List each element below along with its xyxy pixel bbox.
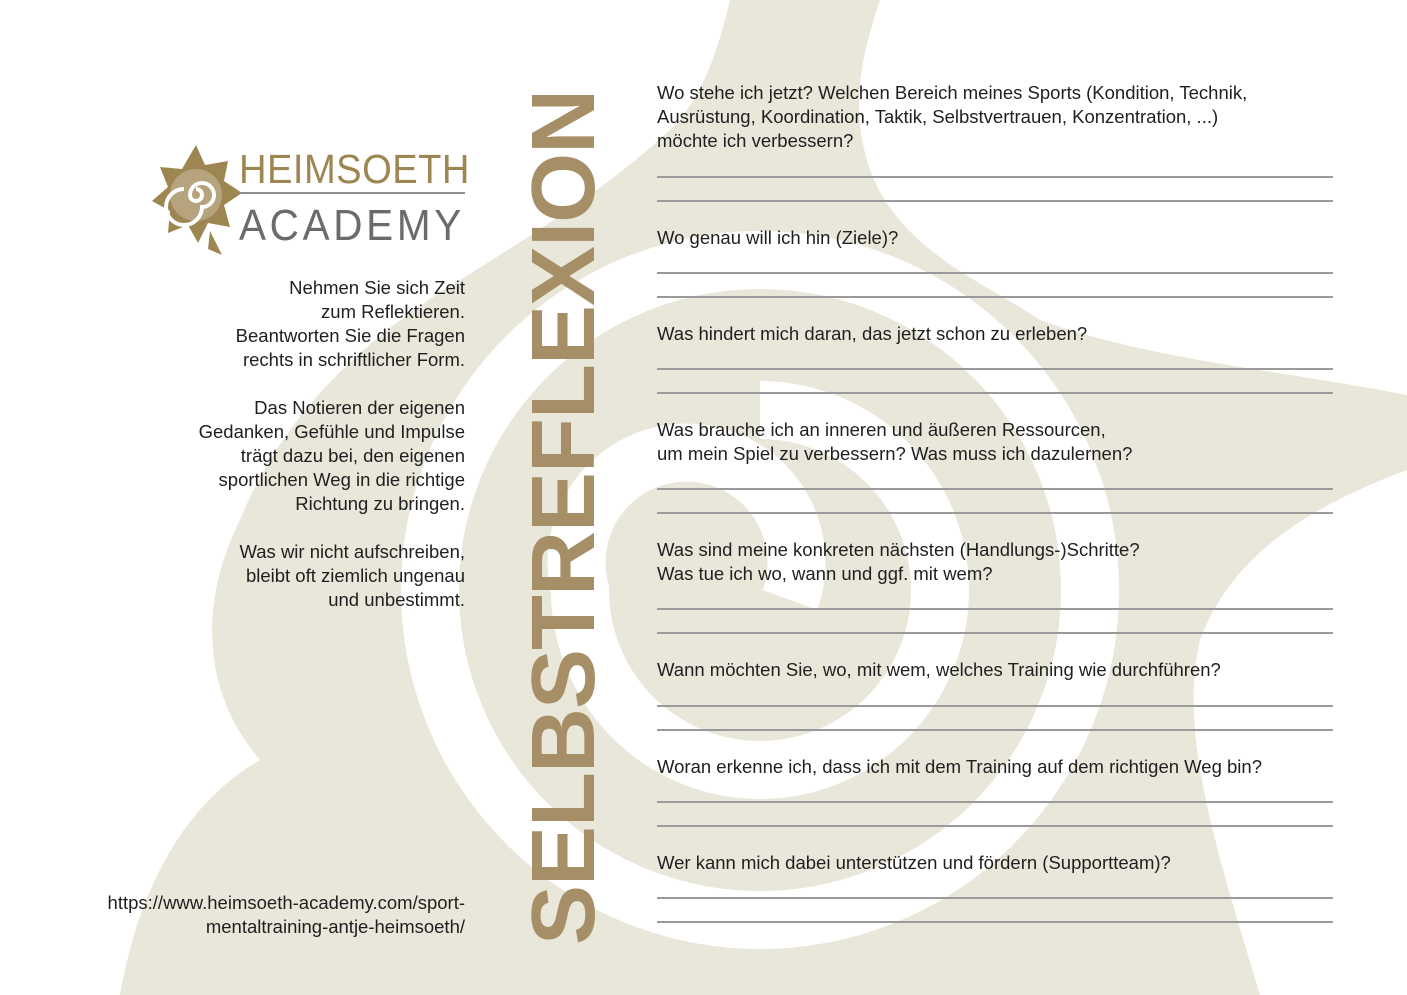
question-2: Wo genau will ich hin (Ziele)? xyxy=(657,227,899,248)
logo-divider xyxy=(239,192,465,194)
answer-line[interactable] xyxy=(657,608,1333,610)
logo-word-heimsoeth: HEIMSOETH xyxy=(239,146,470,192)
answer-line[interactable] xyxy=(657,488,1333,490)
website-url[interactable]: https://www.heimsoeth-academy.com/sport- mentaltraining-antje-heimsoeth/ xyxy=(107,892,465,937)
question-5: Was sind meine konkreten nächsten (Handlungs-)Schritte? Was tue ich wo, wann und ggf. mit wem? xyxy=(657,539,1140,584)
heimsoeth-academy-logo xyxy=(150,143,470,258)
answer-line[interactable] xyxy=(657,200,1333,202)
answer-line[interactable] xyxy=(657,296,1333,298)
answer-line[interactable] xyxy=(657,705,1333,707)
intro-paragraph-1: Nehmen Sie sich Zeit zum Reflektieren. Beantworten Sie die Fragen rechts in schriftlicher Form. xyxy=(235,277,465,370)
question-6: Wann möchten Sie, wo, mit wem, welches Training wie durchführen? xyxy=(657,659,1221,680)
answer-line[interactable] xyxy=(657,176,1333,178)
page-title: SELBSTREFLEXION xyxy=(514,89,614,945)
intro-paragraph-2: Das Notieren der eigenen Gedanken, Gefühle und Impulse trägt dazu bei, den eigenen sportlichen Weg in die richtige Richtung zu bringen. xyxy=(198,397,465,514)
answer-line[interactable] xyxy=(657,801,1333,803)
intro-text xyxy=(135,276,465,636)
intro-paragraph-3: Was wir nicht aufschreiben, bleibt oft ziemlich ungenau und unbestimmt. xyxy=(239,541,465,610)
question-1: Wo stehe ich jetzt? Welchen Bereich meines Sports (Kondition, Technik, Ausrüstung, Koordination, Taktik, Selbstvertrauen, Konzentration, ...) möchte ich verbessern? xyxy=(657,82,1248,151)
logo-word-academy: ACADEMY xyxy=(239,201,465,250)
answer-line[interactable] xyxy=(657,368,1333,370)
answer-line[interactable] xyxy=(657,272,1333,274)
answer-line[interactable] xyxy=(657,897,1333,899)
answer-line[interactable] xyxy=(657,729,1333,731)
question-3: Was hindert mich daran, das jetzt schon zu erleben? xyxy=(657,323,1088,344)
answer-line[interactable] xyxy=(657,632,1333,634)
answer-line[interactable] xyxy=(657,392,1333,394)
question-4: Was brauche ich an inneren und äußeren Ressourcen, um mein Spiel zu verbessern? Was muss ich dazulernen? xyxy=(657,419,1133,464)
answer-line[interactable] xyxy=(657,921,1333,923)
question-8: Wer kann mich dabei unterstützen und fördern (Supportteam)? xyxy=(657,852,1171,873)
answer-line[interactable] xyxy=(657,512,1333,514)
question-7: Woran erkenne ich, dass ich mit dem Training auf dem richtigen Weg bin? xyxy=(657,756,1262,777)
shell-logo-icon xyxy=(150,143,242,258)
answer-line[interactable] xyxy=(657,825,1333,827)
